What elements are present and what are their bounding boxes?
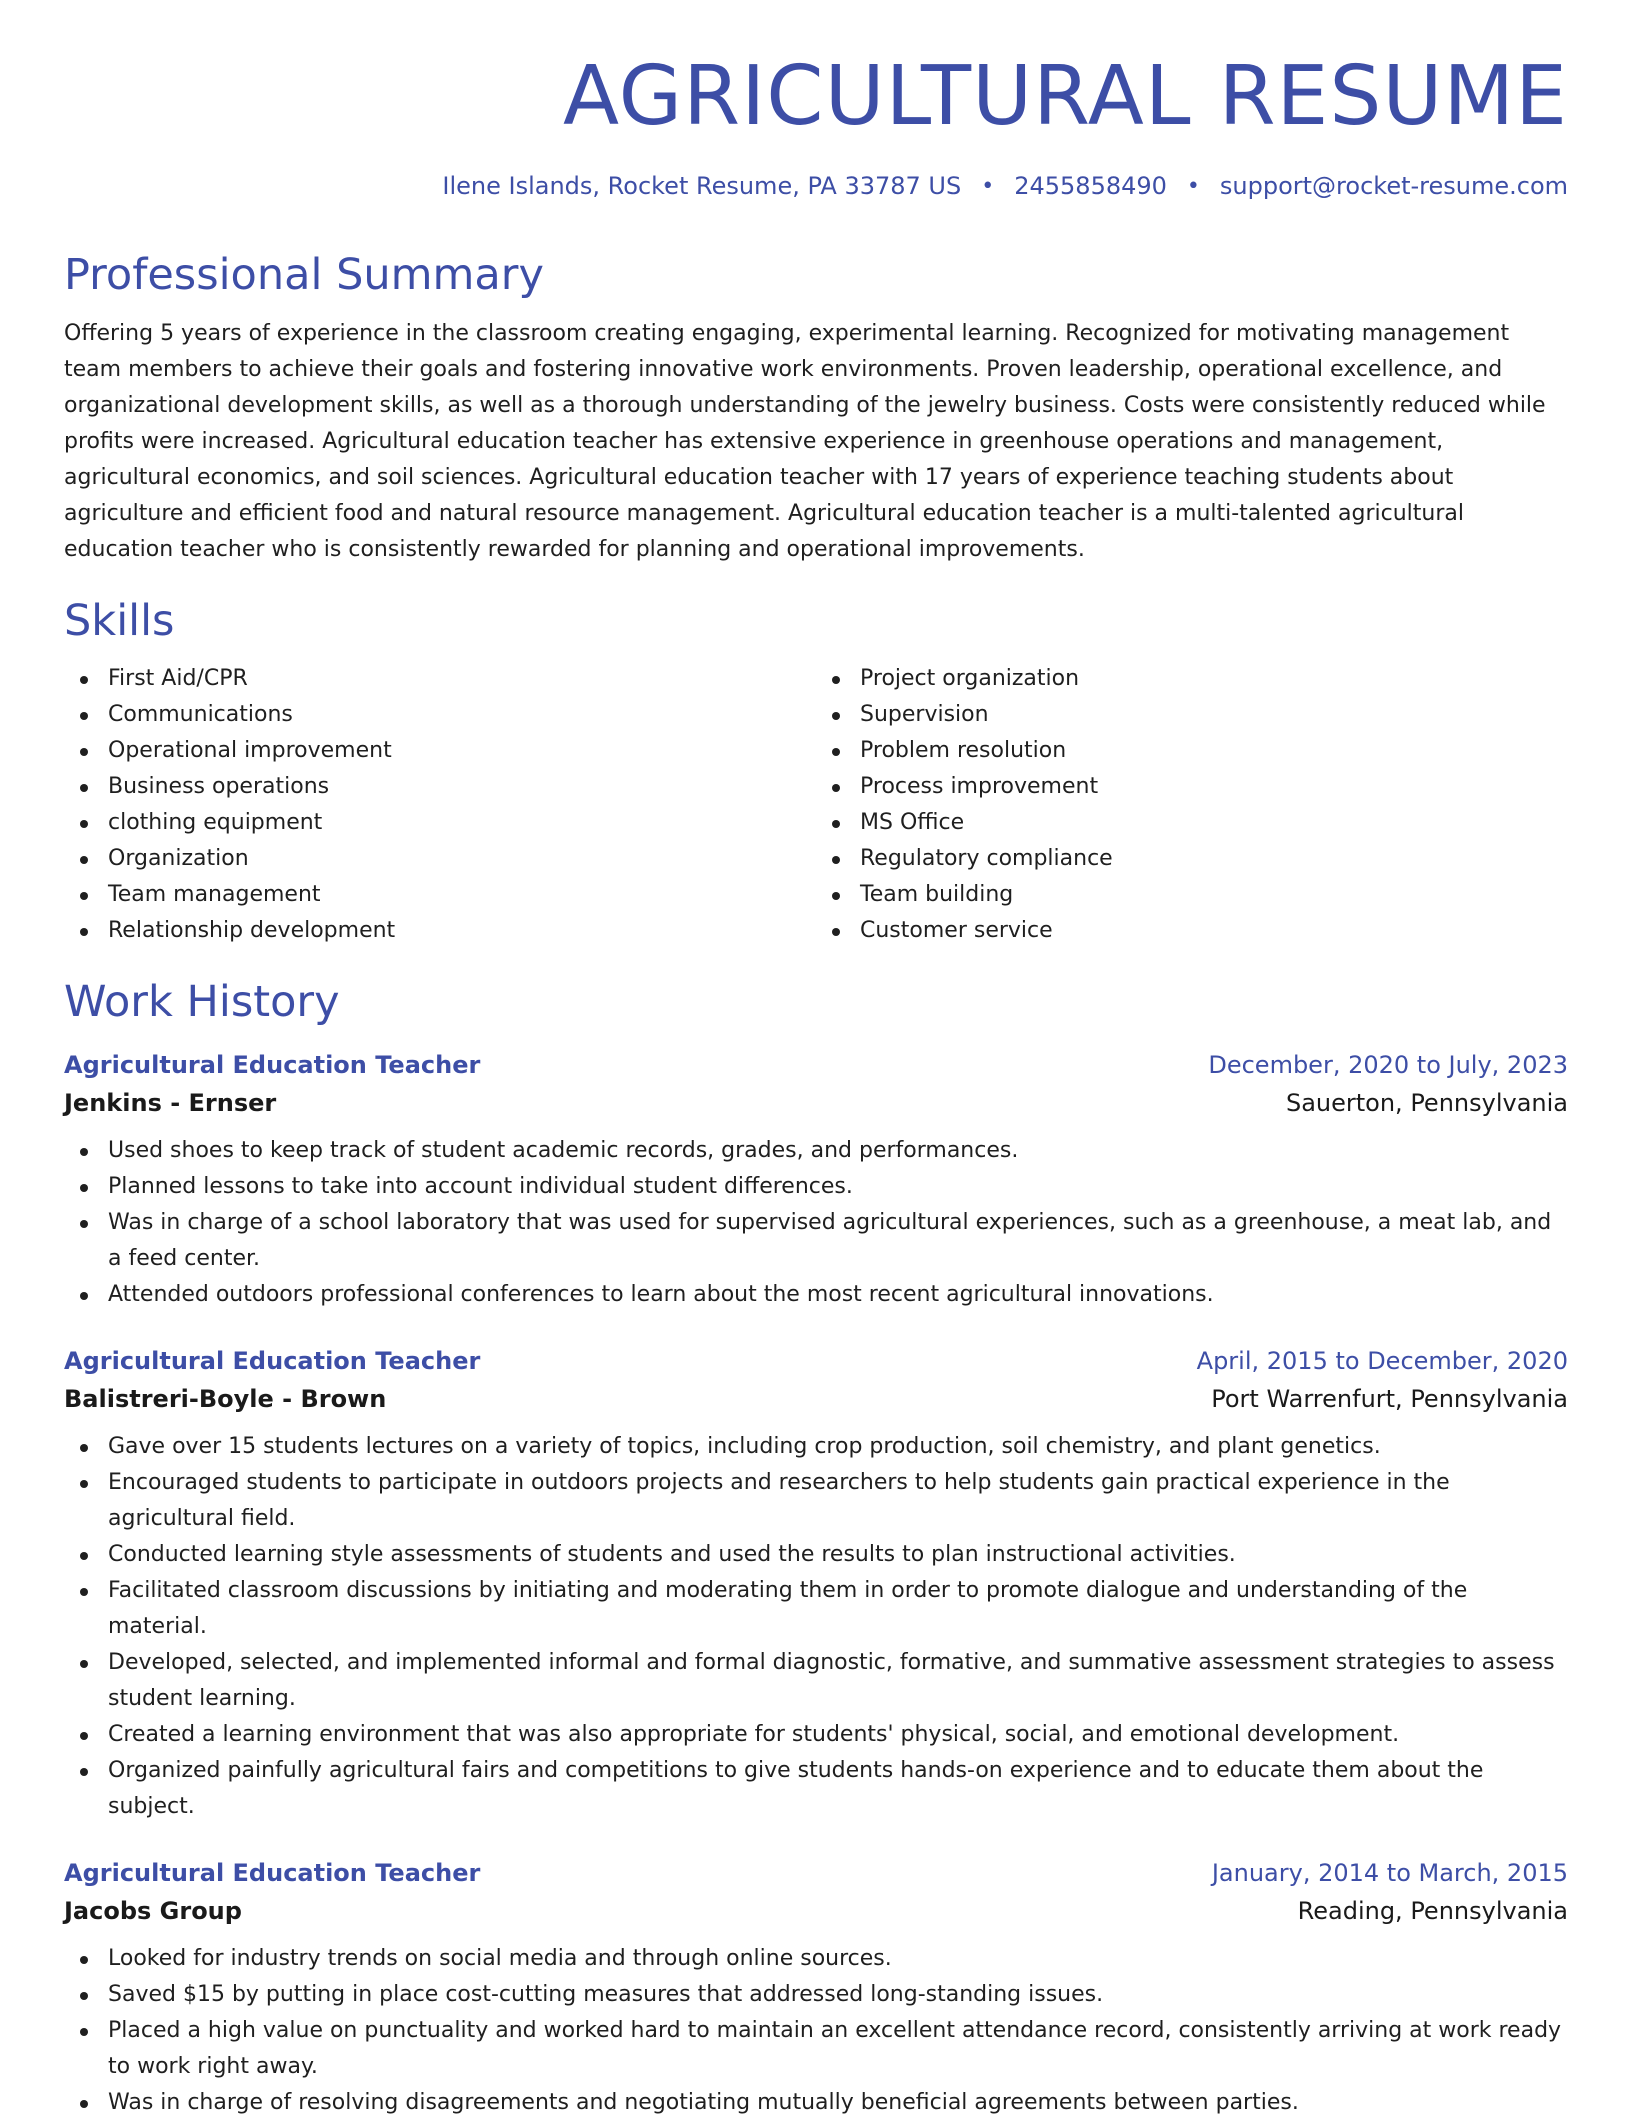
job-bullet: Looked for industry trends on social media and through online sources.: [64, 1941, 1568, 1977]
job-company-row: [64, 1083, 1568, 1123]
job-bullet: Was in charge of resolving disagreements and negotiating mutually beneficial agreements between parties.: [64, 2085, 1568, 2121]
skill-item: Problem resolution: [816, 733, 1568, 769]
skill-item: Organization: [64, 841, 816, 877]
separator-dot: •: [1186, 173, 1200, 199]
skills-section: [64, 596, 1568, 950]
job-entry: [64, 1343, 1568, 1825]
job-bullet: Was in charge of a school laboratory that was used for supervised agricultural experiences, such as a greenhouse, a meat lab, and a feed center.: [64, 1205, 1568, 1277]
professional-summary-section: [64, 250, 1568, 568]
job-title: Agricultural Education Teacher: [64, 1051, 481, 1080]
job-entry: [64, 1047, 1568, 1313]
skill-item: Process improvement: [816, 769, 1568, 805]
job-location: Sauerton, Pennsylvania: [1285, 1089, 1568, 1118]
skills-list-right: [816, 661, 1568, 949]
job-bullet: Planned lessons to take into account individual student differences.: [64, 1169, 1568, 1205]
contact-phone: 2455858490: [1014, 172, 1167, 201]
job-title-row: [64, 1343, 1568, 1379]
skill-item: Business operations: [64, 769, 816, 805]
job-dates: December, 2020 to July, 2023: [1208, 1051, 1568, 1080]
skill-item: Supervision: [816, 697, 1568, 733]
skill-item: clothing equipment: [64, 805, 816, 841]
job-title-row: [64, 1855, 1568, 1891]
resume-header: [64, 50, 1568, 200]
job-entry: [64, 1855, 1568, 2121]
job-dates: January, 2014 to March, 2015: [1211, 1859, 1568, 1888]
skill-item: Relationship development: [64, 913, 816, 949]
job-company: Jacobs Group: [64, 1897, 242, 1926]
skill-item: MS Office: [816, 805, 1568, 841]
job-bullet: Facilitated classroom discussions by initiating and moderating them in order to promote dialogue and understanding of the material.: [64, 1573, 1568, 1645]
job-bullet: Attended outdoors professional conferences to learn about the most recent agricultural innovations.: [64, 1277, 1568, 1313]
job-bullet: Gave over 15 students lectures on a variety of topics, including crop production, soil chemistry, and plant genetics.: [64, 1429, 1568, 1465]
contact-address: Ilene Islands, Rocket Resume, PA 33787 US: [442, 172, 962, 201]
job-bullets: [64, 1133, 1568, 1313]
job-bullets: [64, 1941, 1568, 2121]
job-company-row: [64, 1891, 1568, 1931]
job-bullet: Saved $15 by putting in place cost-cutting measures that addressed long-standing issues.: [64, 1977, 1568, 2013]
contact-line: [64, 172, 1568, 200]
skill-item: Regulatory compliance: [816, 841, 1568, 877]
resume-title: AGRICULTURAL RESUME: [562, 49, 1568, 144]
section-title-work: Work History: [64, 977, 340, 1028]
skill-item: Communications: [64, 697, 816, 733]
job-bullet: Organized painfully agricultural fairs and competitions to give students hands-on experience and to educate them about the subject.: [64, 1753, 1568, 1825]
job-title: Agricultural Education Teacher: [64, 1347, 481, 1376]
contact-email[interactable]: support@rocket-resume.com: [1219, 172, 1568, 201]
work-history-section: [64, 977, 1568, 2121]
skill-item: Customer service: [816, 913, 1568, 949]
skills-list-left: [64, 661, 816, 949]
separator-dot: •: [981, 173, 995, 199]
job-company: Jenkins - Ernser: [64, 1089, 277, 1118]
job-bullet: Used shoes to keep track of student academic records, grades, and performances.: [64, 1133, 1568, 1169]
skills-grid: [64, 661, 1568, 949]
job-bullets: [64, 1429, 1568, 1825]
job-location: Reading, Pennsylvania: [1297, 1897, 1568, 1926]
job-location: Port Warrenfurt, Pennsylvania: [1211, 1385, 1568, 1414]
job-dates: April, 2015 to December, 2020: [1196, 1347, 1568, 1376]
job-bullet: Encouraged students to participate in outdoors projects and researchers to help students gain practical experience in the agricultural field.: [64, 1465, 1568, 1537]
job-bullet: Conducted learning style assessments of students and used the results to plan instructional activities.: [64, 1537, 1568, 1573]
job-bullet: Placed a high value on punctuality and worked hard to maintain an excellent attendance record, consistently arriving at work ready to work right away.: [64, 2013, 1568, 2085]
skill-item: Team building: [816, 877, 1568, 913]
skill-item: Project organization: [816, 661, 1568, 697]
skill-item: Team management: [64, 877, 816, 913]
job-bullet: Created a learning environment that was also appropriate for students' physical, social, and emotional development.: [64, 1717, 1568, 1753]
skill-item: First Aid/CPR: [64, 661, 816, 697]
section-title-summary: Professional Summary: [64, 250, 544, 301]
job-bullet: Developed, selected, and implemented informal and formal diagnostic, formative, and summative assessment strategies to assess student learning.: [64, 1645, 1568, 1717]
job-title-row: [64, 1047, 1568, 1083]
job-company-row: [64, 1379, 1568, 1419]
job-company: Balistreri-Boyle - Brown: [64, 1385, 387, 1414]
job-title: Agricultural Education Teacher: [64, 1859, 481, 1888]
summary-text: Offering 5 years of experience in the classroom creating engaging, experimental learning. Recognized for motivating management team members to achieve their goals and fostering innovative work environments. Proven leadership, operational excellence, and organizational development skills, as well as a thorough understanding of the jewelry business. Costs were consistently reduced while profits were increased. Agricultural education teacher has extensive experience in greenhouse operations and management, agricultural economics, and soil sciences. Agricultural education teacher with 17 years of experience teaching students about agriculture and efficient food and natural resource management. Agricultural education teacher is a multi-talented agricultural education teacher who is consistently rewarded for planning and operational improvements.: [64, 320, 1546, 562]
section-title-skills: Skills: [64, 595, 175, 646]
skill-item: Operational improvement: [64, 733, 816, 769]
